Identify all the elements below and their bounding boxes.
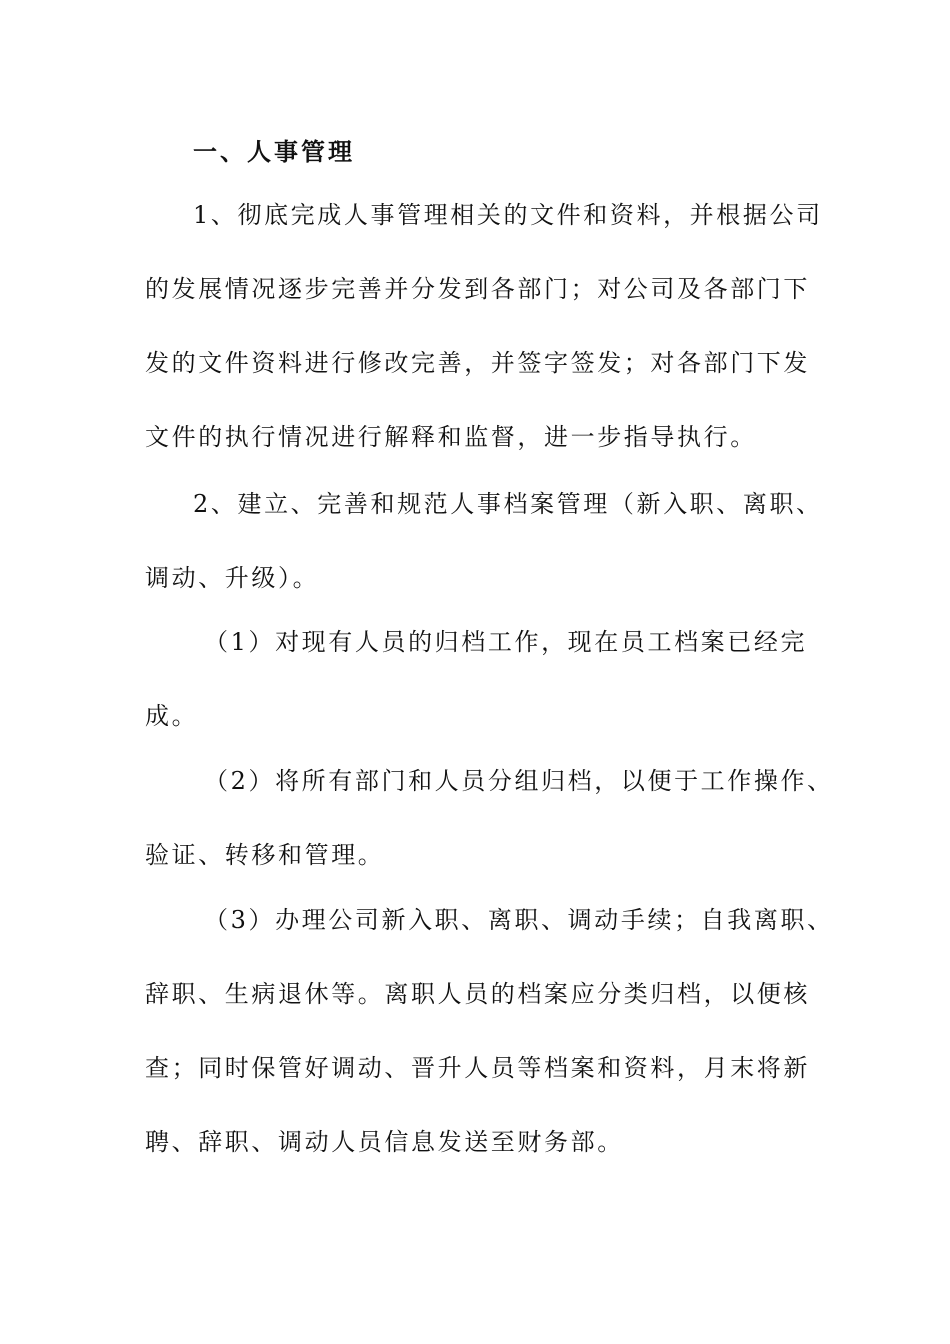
- item-3-line-2: 辞职、生病退休等。离职人员的档案应分类归档，以便核: [145, 980, 810, 1008]
- paragraph-1-line-3: 发的文件资料进行修改完善，并签字签发；对各部门下发: [145, 349, 810, 377]
- paragraph-1-line-2: 的发展情况逐步完善并分发到各部门；对公司及各部门下: [145, 275, 810, 303]
- item-1-line-1: （1）对现有人员的归档工作，现在员工档案已经完: [204, 628, 808, 656]
- item-2-line-1: （2）将所有部门和人员分组归档，以便于工作操作、: [204, 767, 834, 795]
- paragraph-2-line-1: 2、建立、完善和规范人事档案管理（新入职、离职、: [193, 490, 823, 518]
- item-1-line-2: 成。: [145, 702, 199, 730]
- section-heading: 一、人事管理: [193, 137, 355, 166]
- paragraph-2-line-2: 调动、升级）。: [145, 564, 320, 592]
- paragraph-1-line-1: 1、彻底完成人事管理相关的文件和资料，并根据公司: [193, 201, 823, 229]
- item-3-line-1: （3）办理公司新入职、离职、调动手续；自我离职、: [204, 906, 834, 934]
- item-2-line-2: 验证、转移和管理。: [145, 841, 385, 869]
- item-3-line-3: 查；同时保管好调动、晋升人员等档案和资料，月末将新: [145, 1054, 810, 1082]
- paragraph-1-line-4: 文件的执行情况进行解释和监督，进一步指导执行。: [145, 423, 757, 451]
- item-3-line-4: 聘、辞职、调动人员信息发送至财务部。: [145, 1128, 624, 1156]
